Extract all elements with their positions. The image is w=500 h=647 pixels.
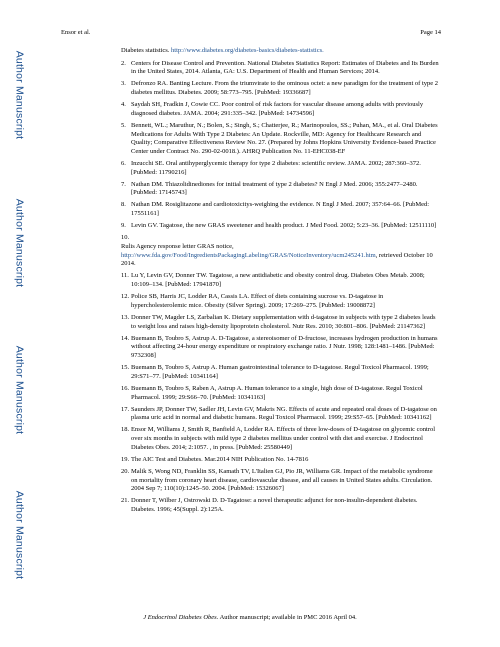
reference-item <box>121 60 439 77</box>
journal-name: J Endocrinol Diabetes Obes <box>143 614 217 621</box>
reference-item <box>121 426 439 452</box>
reference-text: Ensor M, Williams J, Smith R, Banfield A, Lodder RA. Effects of three low-doses of D-tagatose on glycemic control over six months in subjects with mild type 2 diabetes mellitus under control with diet and exercise. J Endocrinol Diabetes Obes. 2014; 2:1057. , in press. [PubMed: 25580449] <box>131 426 436 451</box>
reference-item <box>121 101 439 118</box>
reference-item <box>121 385 439 402</box>
reference-text: Buemann B, Toubro S, Astrup A. D-Tagatose, a stereoisomer of D-fructose, increases hydrogen production in humans without affecting 24-hour energy expenditure or respiratory exchange ratio. J Nutr. 1998; 128:1481–1486. [PubMed: 9732308] <box>131 334 438 359</box>
reference-number: 14. <box>121 334 130 342</box>
reference-text: Bennett, WL.; Maruthur, N.; Bolen, S.; Singh, S.; Chatterjee, R.; Marinopoulos, SS.; Puhan, MA., et al. Oral Diabetes Medications for Adults With Type 2 Diabetes: An Update. Rockville, MD: Agency for Healthcare Research and Quality; Comparative Effectiveness Review No. 27. (Prepared by Johns Hopkins University Evidence-based Practice Center under Contract No. 290-02-0018.). AHRQ Publication No. 11-EHC038-EF <box>131 121 438 155</box>
reference-number: 2. <box>121 59 126 67</box>
reference-number: 20. <box>121 468 130 476</box>
reference-number: 7. <box>121 180 126 188</box>
reference-item <box>121 497 439 514</box>
reference-text: Centers for Disease Control and Prevention. National Diabetes Statistics Report: Estimates of Diabetes and Its Burden in the United States, 2014. Atlanta, GA: U.S. Department of Health and Human Services; 2014. <box>131 59 439 76</box>
running-header-author: Ensor et al. <box>61 29 91 36</box>
reference-text: Levin GV. Tagatose, the new GRAS sweetener and health product. J Med Food. 2002; 5:23–36. [PubMed: 12511110] <box>131 222 437 230</box>
reference-text: , retrieved October 10 2014. <box>121 251 433 268</box>
reference-item <box>121 80 439 97</box>
reference-item <box>121 293 439 310</box>
reference-number: 3. <box>121 80 126 88</box>
banner-label: Author Manuscript <box>13 50 26 140</box>
reference-item <box>121 181 439 198</box>
reference-text: Inzucchi SE. Oral antihyperglycemic therapy for type 2 diabetes: scientific review. JAMA. 2002; 287:360–372. [PubMed: 11790216] <box>131 159 421 176</box>
reference-text: Saunders JP, Donner TW, Sadler JH, Levin GV, Makris NG. Effects of acute and repeated oral doses of D-tagatose on plasma uric acid in normal and diabetic humans. Regul Toxicol Pharmacol. 1999; 29:S57–65. [PubMed: 10341162] <box>131 405 437 422</box>
reference-text: Rulis Agency response letter GRAS notice, <box>121 243 234 251</box>
reference-number: 5. <box>121 121 126 129</box>
reference-text: Defronzo RA. Banting Lecture. From the triumvirate to the ominous octet: a new paradigm for the treatment of type 2 diabetes mellitus. Diabetes. 2009; 58:773–795. [PubMed: 19336687] <box>131 80 439 96</box>
reference-link[interactable]: http://www.diabetes.org/diabetes-basics/diabetes-statistics. <box>171 47 324 54</box>
reference-number: 18. <box>121 426 130 434</box>
reference-list <box>121 47 439 518</box>
reference-item <box>121 222 439 231</box>
reference-number: 15. <box>121 364 130 372</box>
author-manuscript-banner-4 <box>10 480 28 590</box>
reference-text: Lu Y, Levin GV, Donner TW. Tagatose, a new antidiabetic and obesity control drug. Diabetes Obes Metab. 2008; 10:109–134. [PubMed: 17941870] <box>131 272 425 288</box>
reference-number: 8. <box>121 201 126 209</box>
reference-text: Donner TW, Magder LS, Zarbalian K. Dietary supplementation with d-tagatose in subjects with type 2 diabetes leads to weight loss and raises high-density lipoprotein cholesterol. Nutr Res. 2010; 30:801–806. [PubMed: 21147362] <box>131 313 436 330</box>
reference-number: 6. <box>121 159 126 167</box>
author-manuscript-banner-3 <box>10 335 28 445</box>
reference-item <box>121 201 439 218</box>
reference-text: Buemann B, Toubro S, Astrup A. Human gastrointestinal tolerance to D-tagatose. Regul Toxicol Pharmacol. 1999; 29:S71–77. [PubMed: 10341164] <box>131 364 429 380</box>
reference-text: Nathan DM. Thiazolidinediones for initial treatment of type 2 diabetes? N Engl J Med. 2006; 355:2477–2480. [PubMed: 17145743] <box>131 180 418 197</box>
banner-label: Author Manuscript <box>13 490 26 580</box>
reference-item <box>121 364 439 381</box>
author-manuscript-banner-2 <box>10 188 28 298</box>
reference-number: 19. <box>121 455 130 463</box>
page-footer <box>0 614 500 621</box>
reference-number: 17. <box>121 405 130 413</box>
banner-label: Author Manuscript <box>13 345 26 435</box>
reference-item-10 <box>121 234 439 268</box>
reference-number: 4. <box>121 101 126 109</box>
reference-text: Buemann B, Toubro S, Raben A, Astrup A. Human tolerance to a single, high dose of D-tagatose. Regul Toxicol Pharmacol. 1999; 29:S66–70. [PubMed: 10341163] <box>131 384 423 401</box>
reference-number: 21. <box>121 497 130 505</box>
reference-item <box>121 335 439 361</box>
page-number: Page 14 <box>420 29 441 36</box>
reference-item <box>121 314 439 331</box>
reference-text: Donner T, Wilber J, Ostrowski D. D-Tagatose: a novel therapeutic adjunct for non-insulin-dependent diabetes. Diabetes. 1996; 45(Suppl. 2):125A. <box>131 497 418 513</box>
reference-number: 13. <box>121 313 130 321</box>
reference-item <box>121 160 439 177</box>
reference-text: The AIC Test and Diabetes. Mar.2014 NIH Publication No. 14-7816 <box>131 455 309 463</box>
reference-text: Malik S, Wong ND, Franklin SS, Kamath TV, L'Italien GJ, Pio JR, Williams GR. Impact of the metabolic syndrome on mortality from coronary heart disease, cardiovascular disease, and all causes in United States adults. Circulation. 2004 Sep 7; 110(10):1245–50. 2004. [PubMed: 15326067] <box>131 468 433 493</box>
author-manuscript-banner-1 <box>10 40 28 150</box>
reference-number: 12. <box>121 293 130 301</box>
reference-text: Police SB, Harris JC, Lodder RA, Cassis LA. Effect of diets containing sucrose vs. D-tagatose in hypercholesterolemic mice. Obesity (Silver Spring). 2009; 17:269–275. [PubMed: 19008872] <box>131 293 384 309</box>
reference-item <box>121 272 439 289</box>
reference-item <box>121 468 439 494</box>
footer-text: . Author manuscript; available in PMC 2016 April 04. <box>216 614 357 621</box>
reference-text: Saydah SH, Fradkin J, Cowie CC. Poor control of risk factors for vascular disease among adults with previously diagnosed diabetes. JAMA. 2004; 291:335–342. [PubMed: 14734596] <box>131 101 424 117</box>
banner-label: Author Manuscript <box>13 198 26 288</box>
reference-continuation <box>121 47 439 56</box>
reference-number: 9. <box>121 222 126 230</box>
reference-item <box>121 406 439 423</box>
reference-number: 11. <box>121 272 129 280</box>
reference-text: Nathan DM. Rosiglitazone and cardiotoxicitys-weighing the evidence. N Engl J Med. 2007; 357:64–66. [PubMed: 17551161] <box>131 201 430 218</box>
reference-number: 16. <box>121 384 130 392</box>
reference-number: 10. <box>121 234 130 242</box>
reference-item <box>121 122 439 156</box>
reference-item <box>121 456 439 465</box>
reference-link[interactable]: http://www.fda.gov/Food/IngredientsPackagingLabeling/GRAS/NoticeInventory/ucm245241.htm <box>121 251 376 259</box>
reference-text: Diabetes statistics. <box>121 47 172 54</box>
